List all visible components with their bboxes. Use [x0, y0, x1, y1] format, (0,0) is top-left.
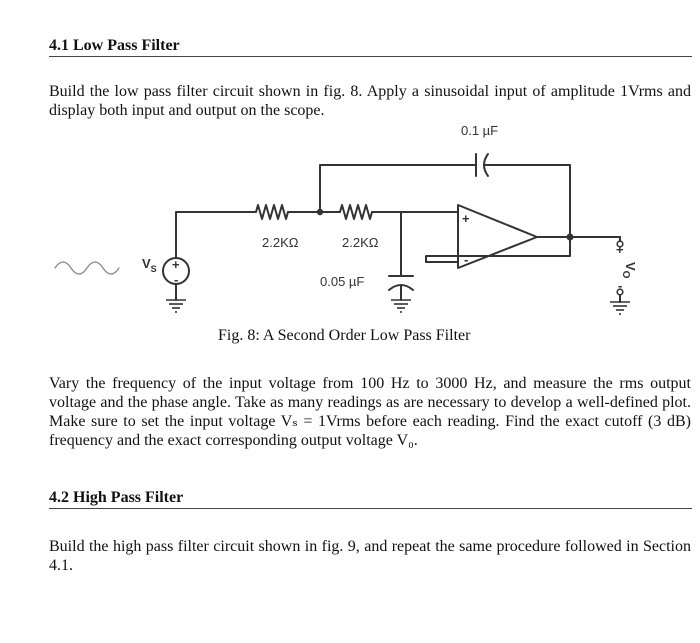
source-plus: +: [172, 257, 180, 272]
section-heading-low-pass: 4.1 Low Pass Filter: [49, 37, 692, 57]
output-minus: -: [618, 278, 623, 293]
sine-wave-icon: [55, 262, 119, 274]
high-pass-paragraph: Build the high pass filter circuit shown in fig. 9, and repeat the same procedure followed in Section 4.1.: [49, 538, 691, 574]
intro-paragraph: Build the low pass filter circuit shown in fig. 8. Apply a sinusoidal input of amplitude 1Vrms and display both input and output on the scope.: [49, 83, 691, 119]
figure-caption: Fig. 8: A Second Order Low Pass Filter: [218, 327, 471, 344]
ground-icon: [610, 302, 630, 314]
c1-output-wire: [484, 165, 570, 237]
feedback-wire: [426, 237, 570, 262]
r1-label: 2.2KΩ: [262, 235, 299, 250]
output-label: $V_O$: [620, 262, 638, 279]
opamp-plus: +: [462, 211, 470, 226]
ground-icon: [166, 300, 186, 312]
section-heading-high-pass: 4.2 High Pass Filter: [49, 489, 692, 509]
source-label: $V_S$: [142, 256, 157, 274]
r2-label: 2.2KΩ: [342, 235, 379, 250]
output-plus: +: [616, 242, 624, 257]
source-wire: [176, 212, 256, 258]
opamp-triangle: [458, 205, 537, 268]
procedure-paragraph: Vary the frequency of the input voltage from 100 Hz to 3000 Hz, and measure the rms output voltage and the phase angle. Take as many readings as are necessary to develop a well-defined plot. Make sure to set the input voltage Vₛ = 1Vrms before each reading. Find the exact cutoff (3 dB) frequency and the exact corresponding output voltage V₀.: [49, 375, 691, 449]
resistor-r1: [256, 205, 288, 219]
c2-label: 0.05 µF: [320, 274, 365, 289]
c1-label: 0.1 µF: [461, 123, 499, 138]
c1-feedback-wire: [320, 165, 476, 212]
ground-icon: [391, 300, 411, 312]
resistor-r2: [340, 205, 372, 219]
opamp-minus: -: [464, 252, 469, 267]
source-minus: -: [174, 272, 179, 287]
